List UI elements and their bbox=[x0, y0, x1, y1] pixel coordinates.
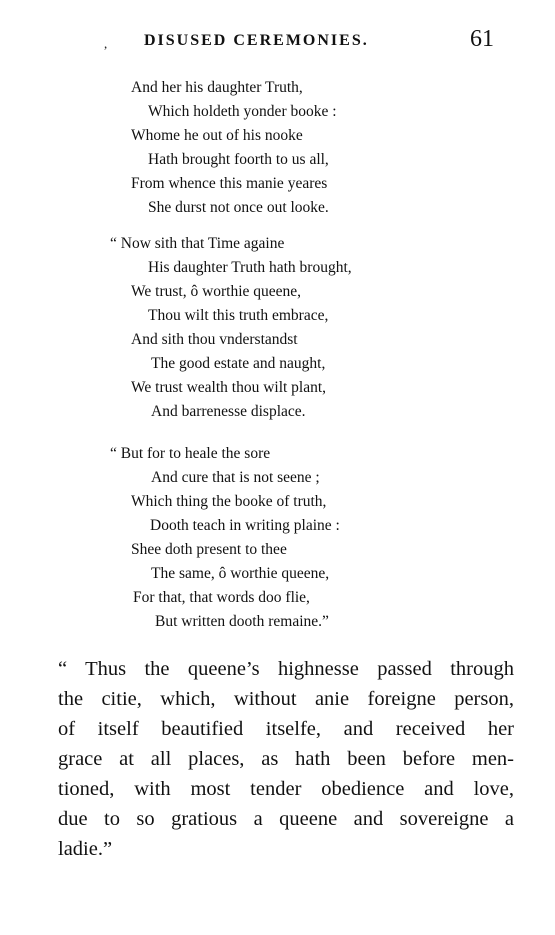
prose-line: due to so gratious a queene and sovereigne a bbox=[58, 808, 514, 830]
running-title: DISUSED CEREMONIES. bbox=[144, 32, 369, 49]
verse-line: Whome he out of his nooke bbox=[131, 127, 303, 144]
verse-line: And barrenesse displace. bbox=[151, 403, 306, 420]
running-header bbox=[0, 28, 555, 58]
page-number: 61 bbox=[470, 26, 494, 52]
verse-line: And her his daughter Truth, bbox=[131, 79, 303, 96]
header-ornament: , bbox=[104, 36, 108, 51]
prose-line: the citie, which, without anie foreigne person, bbox=[58, 688, 514, 710]
verse-line: And cure that is not seene ; bbox=[151, 469, 320, 486]
prose-line: “ Thus the queene’s highnesse passed through bbox=[58, 658, 514, 680]
verse-line: She durst not once out looke. bbox=[148, 199, 329, 216]
verse-line: His daughter Truth hath brought, bbox=[148, 259, 352, 276]
verse-line: Which holdeth yonder booke : bbox=[148, 103, 337, 120]
prose-line: of itself beautified itselfe, and received her bbox=[58, 718, 514, 740]
verse-line: “ Now sith that Time againe bbox=[110, 235, 285, 252]
prose-line: grace at all places, as hath been before men- bbox=[58, 748, 514, 770]
verse-line: “ But for to heale the sore bbox=[110, 445, 271, 462]
verse-line: We trust, ô worthie queene, bbox=[131, 283, 302, 300]
verse-line: Dooth teach in writing plaine : bbox=[150, 517, 340, 534]
prose-line: tioned, with most tender obedience and love, bbox=[58, 778, 514, 800]
verse-line: Shee doth present to thee bbox=[131, 541, 287, 558]
verse-line: Thou wilt this truth embrace, bbox=[148, 307, 329, 324]
verse-line: We trust wealth thou wilt plant, bbox=[131, 379, 327, 396]
verse-line: From whence this manie yeares bbox=[131, 175, 328, 192]
verse-line: And sith thou vnderstandst bbox=[131, 331, 298, 348]
prose-paragraph bbox=[58, 654, 514, 864]
verse-line: Hath brought foorth to us all, bbox=[148, 151, 329, 168]
prose-line: ladie.” bbox=[58, 838, 113, 860]
verse-line: The same, ô worthie queene, bbox=[151, 565, 330, 582]
verse-line: But written dooth remaine.” bbox=[155, 613, 329, 630]
verse-line: The good estate and naught, bbox=[151, 355, 326, 372]
verse-line: For that, that words doo flie, bbox=[133, 589, 310, 606]
verse-line: Which thing the booke of truth, bbox=[131, 493, 327, 510]
